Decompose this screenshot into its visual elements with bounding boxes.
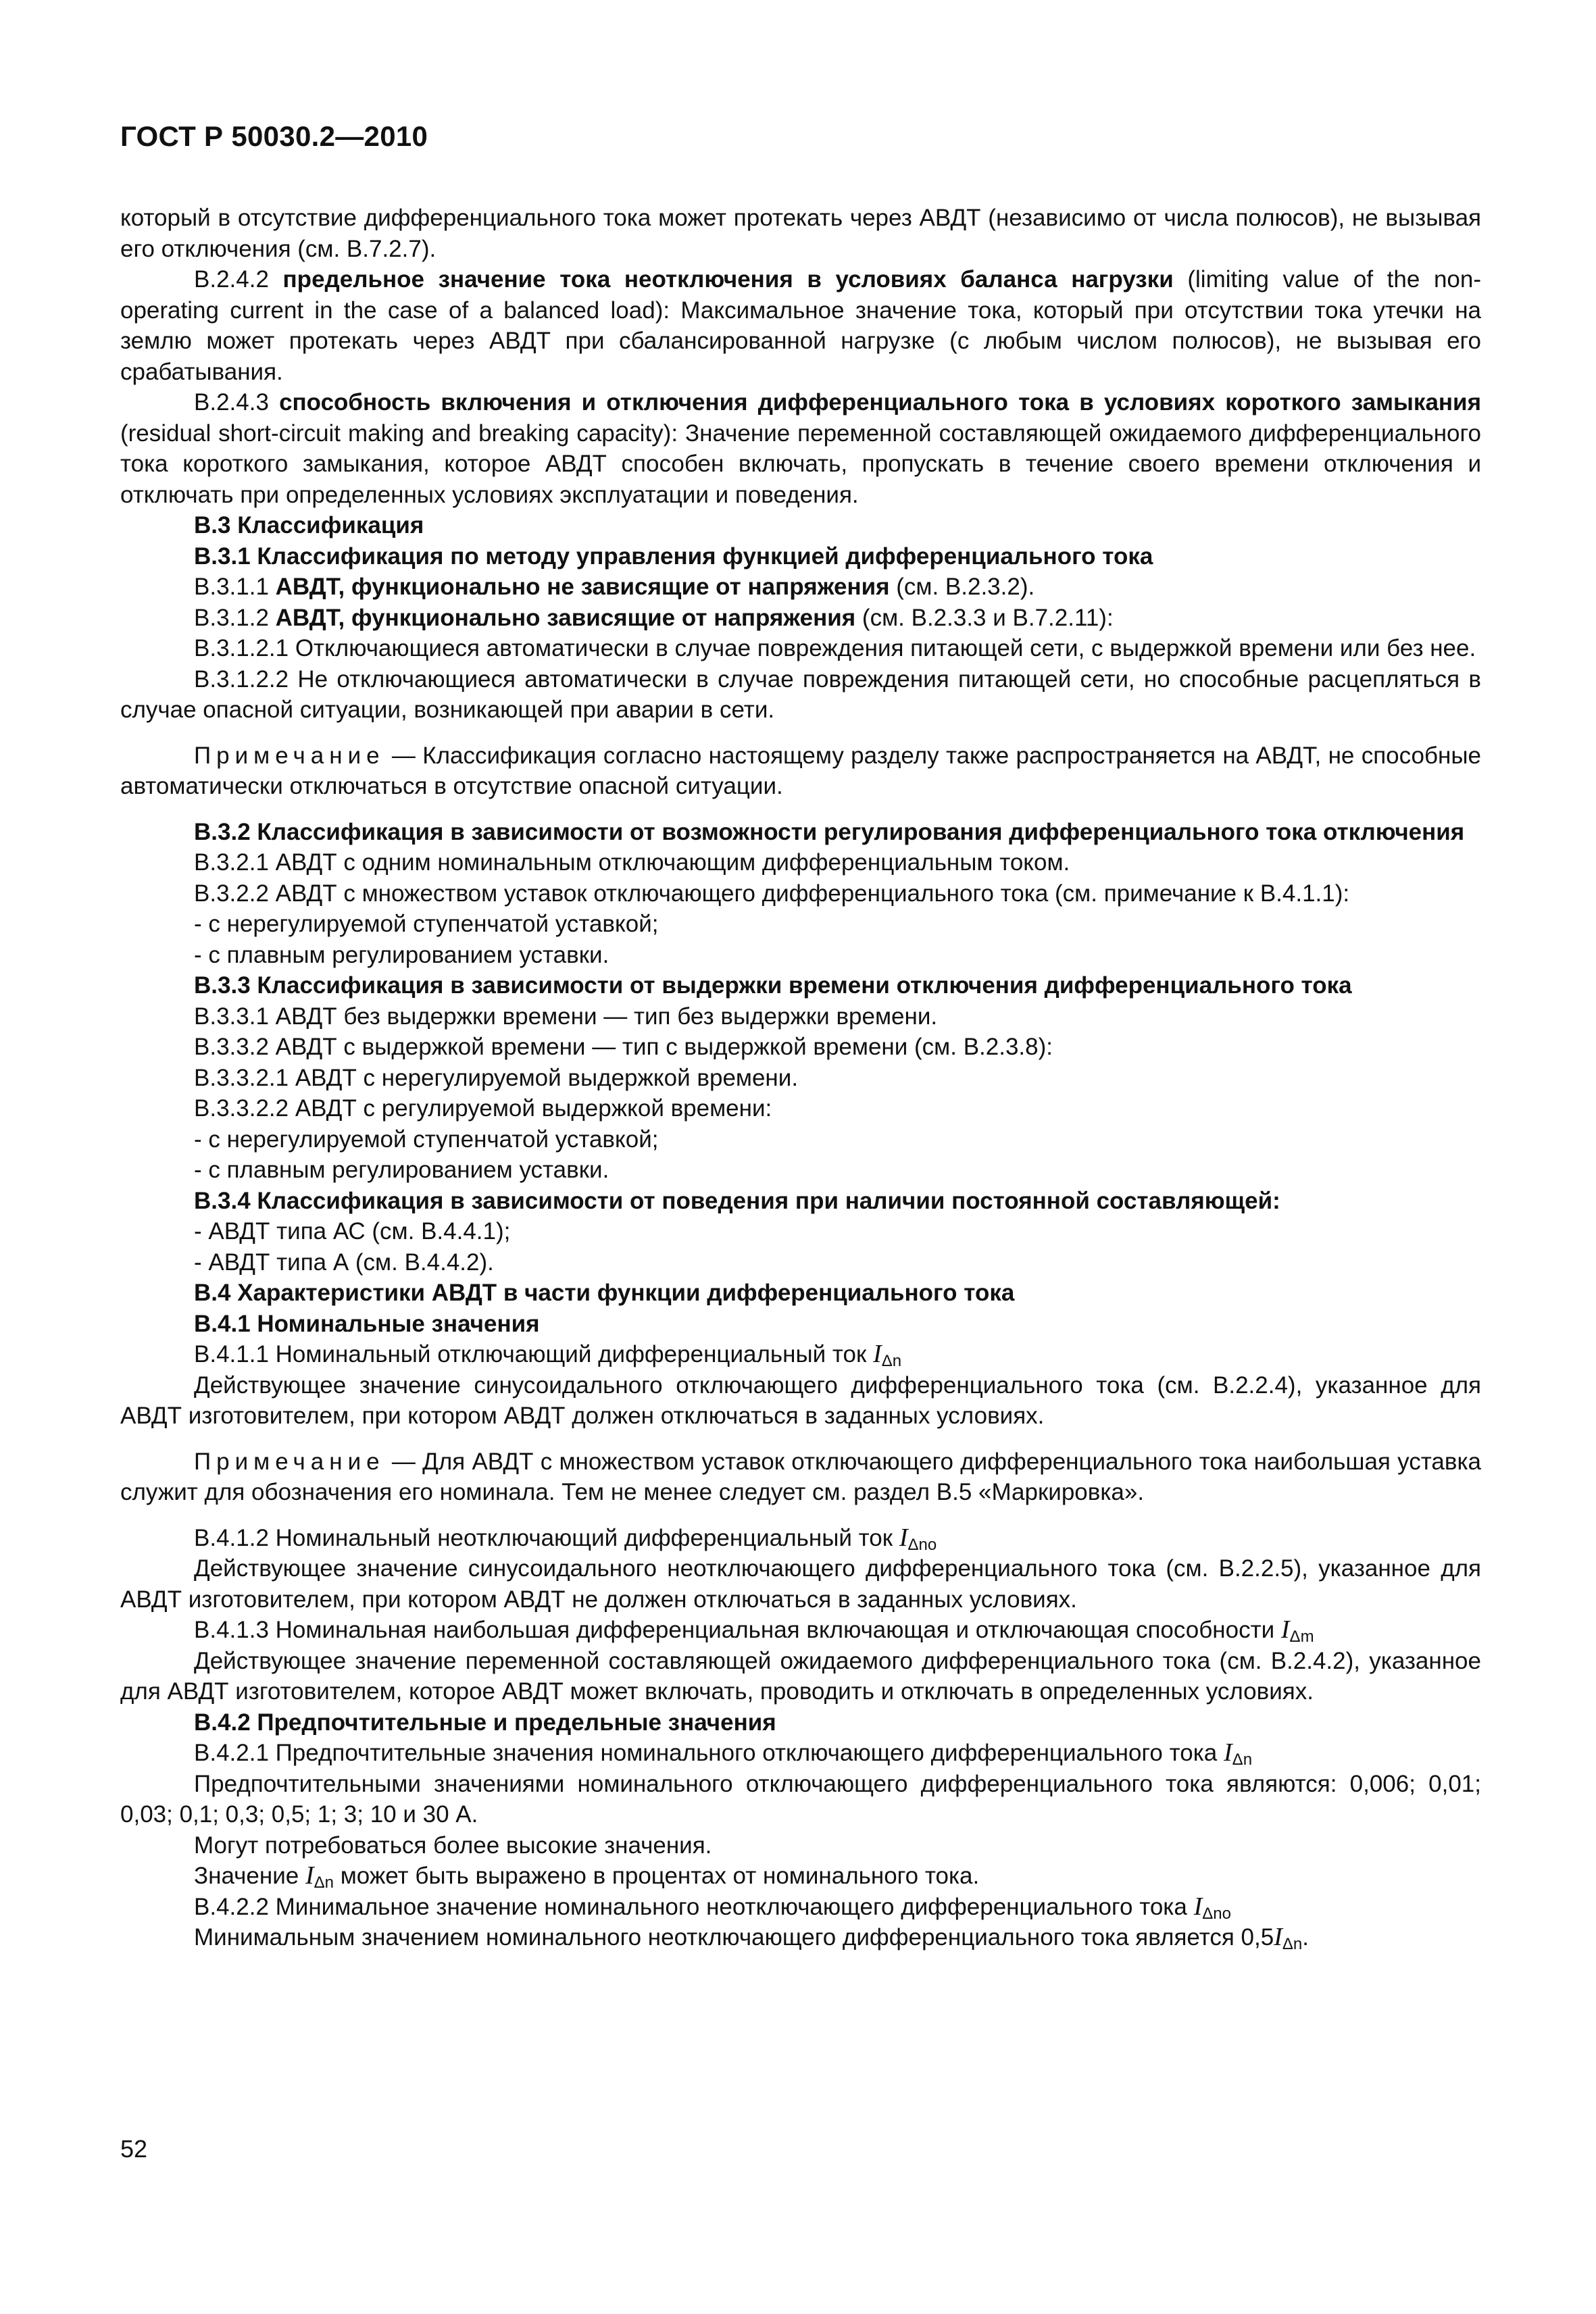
list-item: - с нерегулируемой ступенчатой уставкой; <box>194 911 659 937</box>
term-bold: АВДТ, функционально зависящие от напряжения <box>275 604 856 631</box>
current-subscript: Δm <box>1289 1628 1314 1646</box>
section-heading: В.3.3 Классификация в зависимости от выдержки времени отключения дифференциального тока <box>194 972 1352 999</box>
section-heading: В.3 Классификация <box>194 512 424 538</box>
paragraph: В.3.2.1 АВДТ с одним номинальным отключающим дифференциальным током. <box>194 849 1070 876</box>
note <box>120 1447 1481 1508</box>
paragraph <box>120 387 1481 510</box>
clause-title: В.4.2.1 Предпочтительные значения номинального отключающего дифференциального тока <box>194 1740 1224 1766</box>
paragraph <box>120 1523 1481 1554</box>
clause-number: В.2.4.2 <box>194 266 283 293</box>
section-heading: В.4.2 Предпочтительные и предельные значения <box>194 1709 776 1736</box>
paragraph: Могут потребоваться более высокие значения. <box>194 1832 712 1859</box>
reference-text: (см. В.2.3.3 и В.7.2.11): <box>855 604 1114 631</box>
paragraph <box>120 1339 1481 1370</box>
section-heading: В.3.1 Классификация по методу управления функцией дифференциального тока <box>194 543 1153 570</box>
paragraph <box>120 1922 1481 1953</box>
current-symbol: I <box>1274 1923 1282 1951</box>
clause-title: В.4.2.2 Минимальное значение номинального неотключающего дифференциального тока <box>194 1893 1194 1920</box>
term-definition: (residual short-circuit making and breaking capacity): Значение переменной составляющей ожидаемого дифференциального тока короткого замыкания, которое АВДТ способен включать, пропускать в течение своего времени отключения и отключать при определенных условиях эксплуатации и поведения. <box>120 420 1481 508</box>
paragraph <box>120 572 1481 603</box>
paragraph: В.3.3.1 АВДТ без выдержки времени — тип без выдержки времени. <box>194 1003 938 1030</box>
paragraph <box>120 1892 1481 1923</box>
term-bold: АВДТ, функционально не зависящие от напряжения <box>275 574 890 600</box>
paragraph: В.3.2.2 АВДТ с множеством уставок отключающего дифференциального тока (см. примечание к В.4.1.1): <box>194 880 1350 907</box>
current-subscript: Δn <box>1282 1935 1303 1953</box>
clause-title: В.4.1.3 Номинальная наибольшая дифференциальная включающая и отключающая способности <box>194 1617 1281 1643</box>
paragraph: В.3.3.2.2 АВДТ с регулируемой выдержкой времени: <box>194 1095 772 1122</box>
text-fragment: Минимальным значением номинального неотключающего дифференциального тока является 0,5 <box>194 1924 1274 1951</box>
clause-number: В.3.1.2 <box>194 604 276 631</box>
text-fragment: . <box>1302 1924 1309 1951</box>
paragraph: В.3.1.2.2 Не отключающиеся автоматически в случае повреждения питающей сети, но способные расцепляться в случае опасной ситуации, возникающей при аварии в сети. <box>120 665 1481 723</box>
current-subscript: Δn <box>1232 1751 1253 1769</box>
current-symbol: I <box>899 1523 908 1552</box>
paragraph <box>120 603 1481 634</box>
clause-title: В.4.1.2 Номинальный неотключающий дифференциальный ток <box>194 1524 899 1551</box>
note-label: Примечание <box>194 1448 385 1475</box>
document-header: ГОСТ Р 50030.2—2010 <box>120 120 428 152</box>
paragraph <box>120 1738 1481 1769</box>
paragraph: который в отсутствие дифференциального тока может протекать через АВДТ (независимо от числа полюсов), не вызывая его отключения (см. В.7.2.7). <box>120 205 1481 262</box>
list-item: - с плавным регулированием уставки. <box>194 941 609 968</box>
list-item: - АВДТ типа А (см. В.4.4.2). <box>194 1249 494 1276</box>
current-subscript: Δn <box>314 1873 334 1892</box>
current-subscript: Δn <box>881 1352 902 1370</box>
note-text: — Классификация согласно настоящему разделу также распространяется на АВДТ, не способные автоматически отключаться в отсутствие опасной ситуации. <box>120 742 1481 799</box>
paragraph: Предпочтительными значениями номинального отключающего дифференциального тока являются: 0,006; 0,01; 0,03; 0,1; 0,3; 0,5; 1; 3; 10 и 30 А. <box>120 1770 1481 1828</box>
note-text: — Для АВДТ с множеством уставок отключающего дифференциального тока наибольшая уставка служит для обозначения его номинала. Тем не менее следует см. раздел В.5 «Маркировка». <box>120 1448 1481 1505</box>
paragraph: Действующее значение синусоидального неотключающего дифференциального тока (см. В.2.2.5), указанное для АВДТ изготовителем, при котором АВДТ не должен отключаться в заданных условиях. <box>120 1555 1481 1613</box>
term-bold: предельное значение тока неотключения в условиях баланса нагрузки <box>282 266 1174 293</box>
term-bold: способность включения и отключения дифференциального тока в условиях короткого замыкания <box>279 389 1481 416</box>
section-heading: В.3.4 Классификация в зависимости от поведения при наличии постоянной составляющей: <box>194 1187 1280 1214</box>
list-item: - с плавным регулированием уставки. <box>194 1157 609 1183</box>
note <box>120 740 1481 802</box>
paragraph <box>120 264 1481 387</box>
page-number: 52 <box>120 2135 148 2163</box>
clause-title: В.4.1.1 Номинальный отключающий дифференциальный ток <box>194 1341 874 1367</box>
paragraph <box>120 1615 1481 1646</box>
clause-number: В.3.1.1 <box>194 574 276 600</box>
term-definition: (limiting value of the non-operating current in the case of a balanced load): Максимальное значение тока, который при отсутствии тока утечки на землю может протекать через АВДТ при сбалансированной нагрузке (с любым числом полюсов), не вызывая его срабатывания. <box>120 266 1481 385</box>
paragraph <box>120 1861 1481 1892</box>
section-heading: В.4 Характеристики АВДТ в части функции дифференциального тока <box>194 1280 1015 1306</box>
paragraph: Действующее значение синусоидального отключающего дифференциального тока (см. В.2.2.4), указанное для АВДТ изготовителем, при котором АВДТ должен отключаться в заданных условиях. <box>120 1372 1481 1429</box>
paragraph: Действующее значение переменной составляющей ожидаемого дифференциального тока (см. В.2.4.2), указанное для АВДТ изготовителем, которое АВДТ может включать, проводить и отключать в определенных условиях. <box>120 1647 1481 1705</box>
current-symbol: I <box>873 1340 882 1368</box>
reference-text: (см. В.2.3.2). <box>889 574 1035 600</box>
section-heading: В.3.2 Классификация в зависимости от возможности регулирования дифференциального тока отключения <box>194 818 1465 845</box>
document-body <box>120 203 1481 1953</box>
paragraph: В.3.3.2 АВДТ с выдержкой времени — тип с выдержкой времени (см. В.2.3.8): <box>194 1034 1053 1060</box>
current-symbol: I <box>1224 1738 1232 1767</box>
current-symbol: I <box>1193 1892 1203 1921</box>
current-symbol: I <box>305 1861 314 1890</box>
text-fragment: Значение <box>194 1863 305 1889</box>
note-label: Примечание <box>194 742 385 769</box>
current-subscript: Δno <box>907 1535 937 1554</box>
list-item: - АВДТ типа АС (см. В.4.4.1); <box>194 1218 511 1244</box>
current-symbol: I <box>1280 1615 1290 1644</box>
paragraph: В.3.3.2.1 АВДТ с нерегулируемой выдержкой времени. <box>194 1064 799 1091</box>
clause-number: В.2.4.3 <box>194 389 280 416</box>
list-item: - с нерегулируемой ступенчатой уставкой; <box>194 1126 659 1153</box>
paragraph: В.3.1.2.1 Отключающиеся автоматически в случае повреждения питающей сети, с выдержкой времени или без нее. <box>194 635 1476 661</box>
section-heading: В.4.1 Номинальные значения <box>194 1310 540 1337</box>
text-fragment: может быть выражено в процентах от номинального тока. <box>333 1863 980 1889</box>
current-subscript: Δno <box>1202 1904 1231 1923</box>
